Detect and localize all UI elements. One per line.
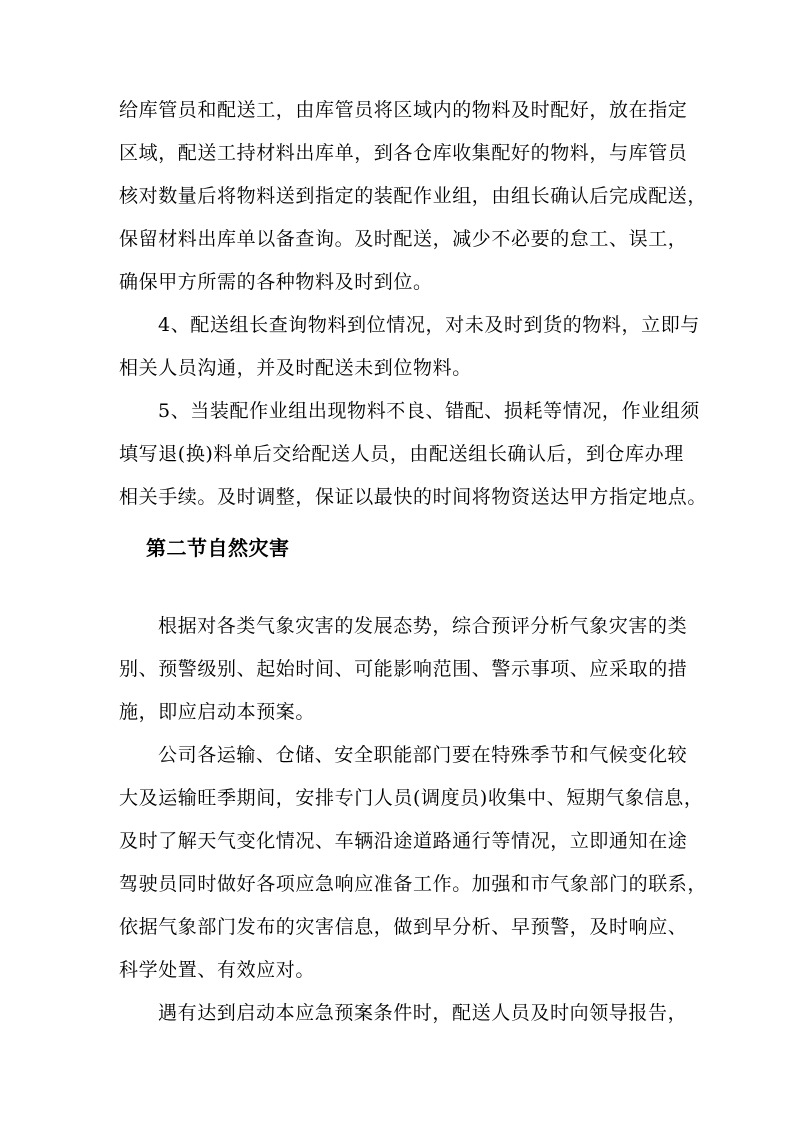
paragraph-line: 及时了解天气变化情况、车辆沿途道路通行等情况，立即通知在途 xyxy=(119,830,688,852)
paragraph-line: 公司各运输、仓储、安全职能部门要在特殊季节和气候变化较 xyxy=(158,744,688,766)
paragraph-line: 相关人员沟通，并及时配送未到位物料。 xyxy=(119,357,472,379)
paragraph-line: 遇有达到启动本应急预案条件时，配送人员及时向领导报告， xyxy=(158,1002,688,1024)
paragraph-line: 4、配送组长查询物料到位情况，对未及时到货的物料，立即与 xyxy=(158,314,700,336)
paragraph-line: 依据气象部门发布的灾害信息，做到早分析、早预警，及时响应、 xyxy=(119,916,688,938)
paragraph-line: 别、预警级别、起始时间、可能影响范围、警示事项、应采取的措 xyxy=(119,658,688,680)
paragraph-line: 5、当装配作业组出现物料不良、错配、损耗等情况，作业组须 xyxy=(158,400,700,422)
paragraph-line: 保留材料出库单以备查询。及时配送，减少不必要的怠工、误工， xyxy=(119,228,688,250)
paragraph-line: 填写退(换)料单后交给配送人员，由配送组长确认后，到仓库办理 xyxy=(119,443,684,465)
paragraph-line: 施，即应启动本预案。 xyxy=(119,701,316,723)
paragraph-line: 驾驶员同时做好各项应急响应准备工作。加强和市气象部门的联系， xyxy=(119,873,708,895)
paragraph-line: 确保甲方所需的各种物料及时到位。 xyxy=(119,271,433,293)
paragraph-line: 大及运输旺季期间，安排专门人员(调度员)收集中、短期气象信息， xyxy=(119,787,704,809)
paragraph-line: 给库管员和配送工，由库管员将区域内的物料及时配好，放在指定 xyxy=(119,99,688,121)
paragraph-line: 核对数量后将物料送到指定的装配作业组，由组长确认后完成配送， xyxy=(119,185,708,207)
paragraph-line: 相关手续。及时调整，保证以最快的时间将物资送达甲方指定地点。 xyxy=(119,486,708,508)
paragraph-line: 根据对各类气象灾害的发展态势，综合预评分析气象灾害的类 xyxy=(158,615,688,637)
paragraph-line: 区域，配送工持材料出库单，到各仓库收集配好的物料，与库管员 xyxy=(119,142,688,164)
paragraph-line: 科学处置、有效应对。 xyxy=(119,959,316,981)
section-heading: 第二节自然灾害 xyxy=(146,536,290,560)
